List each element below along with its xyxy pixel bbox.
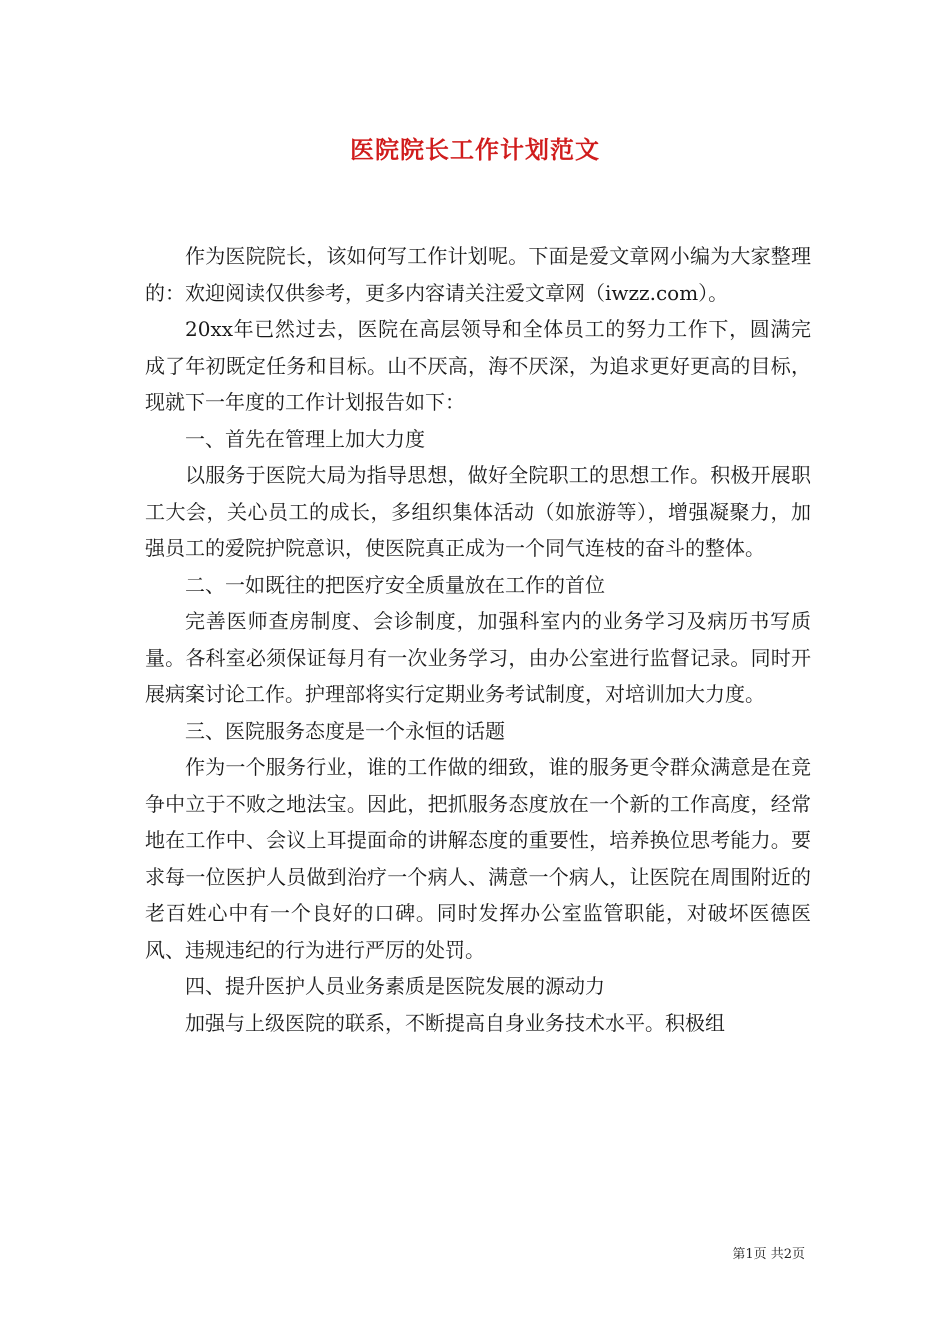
section-heading-4: 四、提升医护人员业务素质是医院发展的源动力 [185,974,605,998]
section-heading-2: 二、一如既往的把医疗安全质量放在工作的首位 [185,572,605,597]
paragraph-intro: 作为医院院长，该如何写工作计划呢。下面是爱文章网小编为大家整理的：欢迎阅读仅供参考，更多内容请关注爱文章网（iwzz.com）。 [145,244,811,305]
paragraph-section-3: 作为一个服务行业，谁的工作做的细致，谁的服务更令群众满意是在竞争中立于不败之地法宝。因此，把抓服务态度放在一个新的工作高度，经常地在工作中、会议上耳提面命的讲解态度的重要性，培养换位思考能力。要求每一位医护人员做到治疗一个病人、满意一个病人，让医院在周围附近的老百姓心中有一个良好的口碑。同时发挥办公室监管职能，对破坏医德医风、违规违纪的行为进行严厉的处罚。 [145,755,811,962]
page-number: 第1页 共2页 [732,1247,805,1262]
paragraph-section-2: 完善医师查房制度、会诊制度，加强科室内的业务学习及病历书写质量。各科室必须保证每月有一次业务学习，由办公室进行监督记录。同时开展病案讨论工作。护理部将实行定期业务考试制度，对培训加大力度。 [145,609,811,706]
paragraph-overview: 20xx年已然过去，医院在高层领导和全体员工的努力工作下，圆满完成了年初既定任务和目标。山不厌高，海不厌深，为追求更好更高的目标，现就下一年度的工作计划报告如下： [145,317,811,414]
paragraph-section-4: 加强与上级医院的联系，不断提高自身业务技术水平。积极组 [185,1010,725,1035]
section-heading-3: 三、医院服务态度是一个永恒的话题 [185,718,505,743]
document-body [145,238,811,1041]
document-title: 医院院长工作计划范文 [350,135,600,164]
paragraph-section-1: 以服务于医院大局为指导思想，做好全院职工的思想工作。积极开展职工大会，关心员工的成长，多组织集体活动（如旅游等），增强凝聚力，加强员工的爱院护院意识，使医院真正成为一个同气连枝的奋斗的整体。 [145,463,811,560]
section-heading-1: 一、首先在管理上加大力度 [185,426,425,451]
